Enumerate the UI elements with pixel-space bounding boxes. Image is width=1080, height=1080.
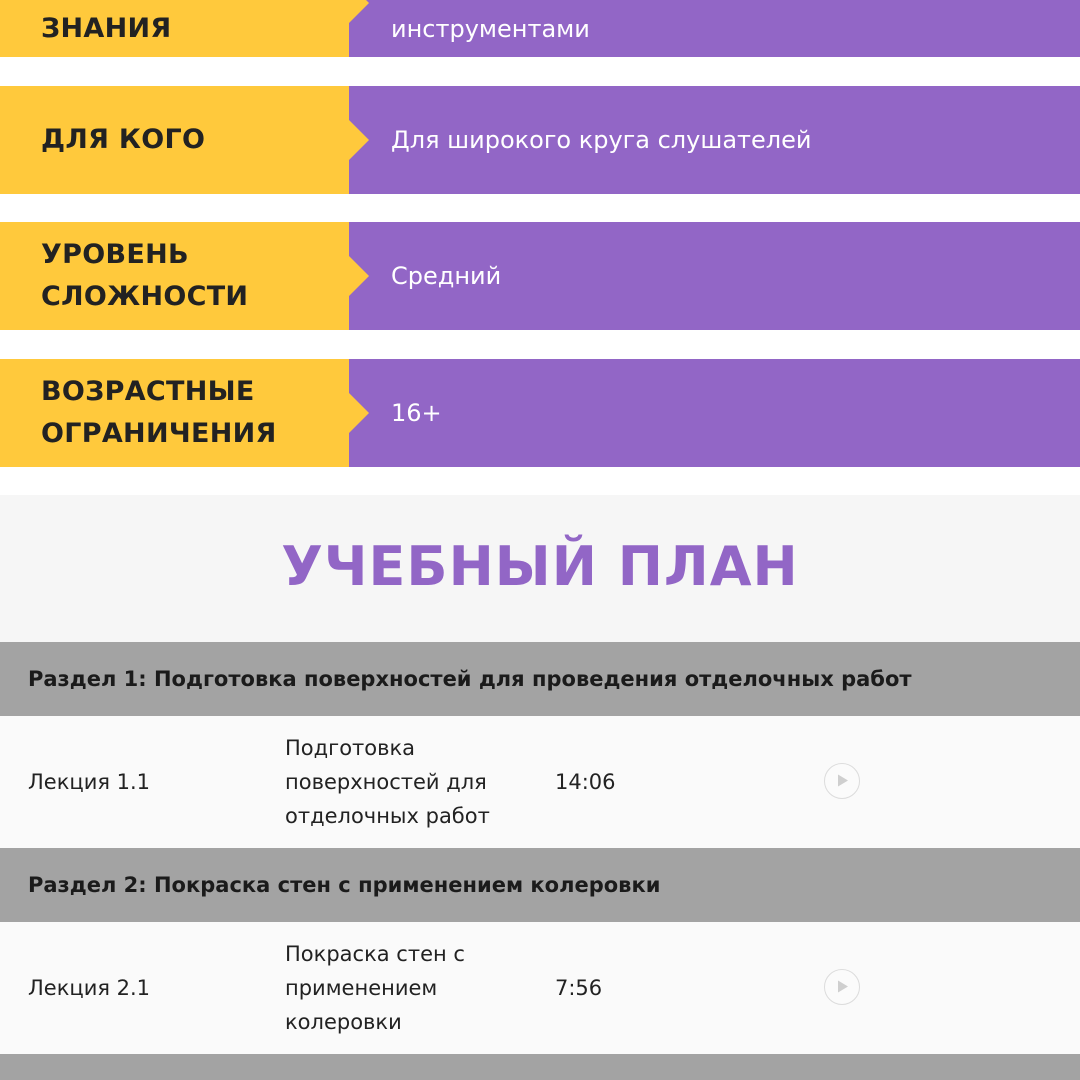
play-button[interactable] [824, 763, 860, 799]
play-circle-icon [825, 970, 858, 1003]
info-value: Средний [349, 222, 1080, 330]
lecture-number: Лекция 2.1 [28, 976, 151, 1000]
play-circle-icon [825, 764, 858, 797]
info-row-age-limit [0, 359, 1080, 467]
info-value: Для широкого круга слушателей [349, 86, 1080, 194]
section-header-next[interactable] [0, 1054, 1080, 1080]
info-label: ДЛЯ КОГО [0, 86, 349, 194]
info-value: 16+ [349, 359, 1080, 467]
lecture-title: Подготовка поверхностей для отделочных работ [285, 736, 490, 828]
course-info-table [0, 0, 1080, 495]
lecture-duration: 7:56 [555, 976, 603, 1000]
info-label: ВОЗРАСТНЫЕ ОГРАНИЧЕНИЯ [0, 359, 349, 467]
curriculum-title: УЧЕБНЫЙ ПЛАН [281, 535, 799, 598]
section-header[interactable]: Раздел 1: Подготовка поверхностей для проведения отделочных работ [0, 642, 1080, 716]
lecture-row [0, 716, 1080, 848]
info-value: инструментами [349, 0, 1080, 57]
info-row-knowledge [0, 0, 1080, 57]
lecture-title: Покраска стен с применением колеровки [285, 942, 465, 1034]
lecture-duration: 14:06 [555, 770, 616, 794]
info-row-difficulty [0, 222, 1080, 330]
lecture-row [0, 922, 1080, 1054]
lecture-number: Лекция 1.1 [28, 770, 151, 794]
info-label: ЗНАНИЯ [0, 0, 349, 57]
info-row-audience [0, 86, 1080, 194]
section-header[interactable]: Раздел 2: Покраска стен с применением колеровки [0, 848, 1080, 922]
info-label: УРОВЕНЬ СЛОЖНОСТИ [0, 222, 349, 330]
play-button[interactable] [824, 969, 860, 1005]
